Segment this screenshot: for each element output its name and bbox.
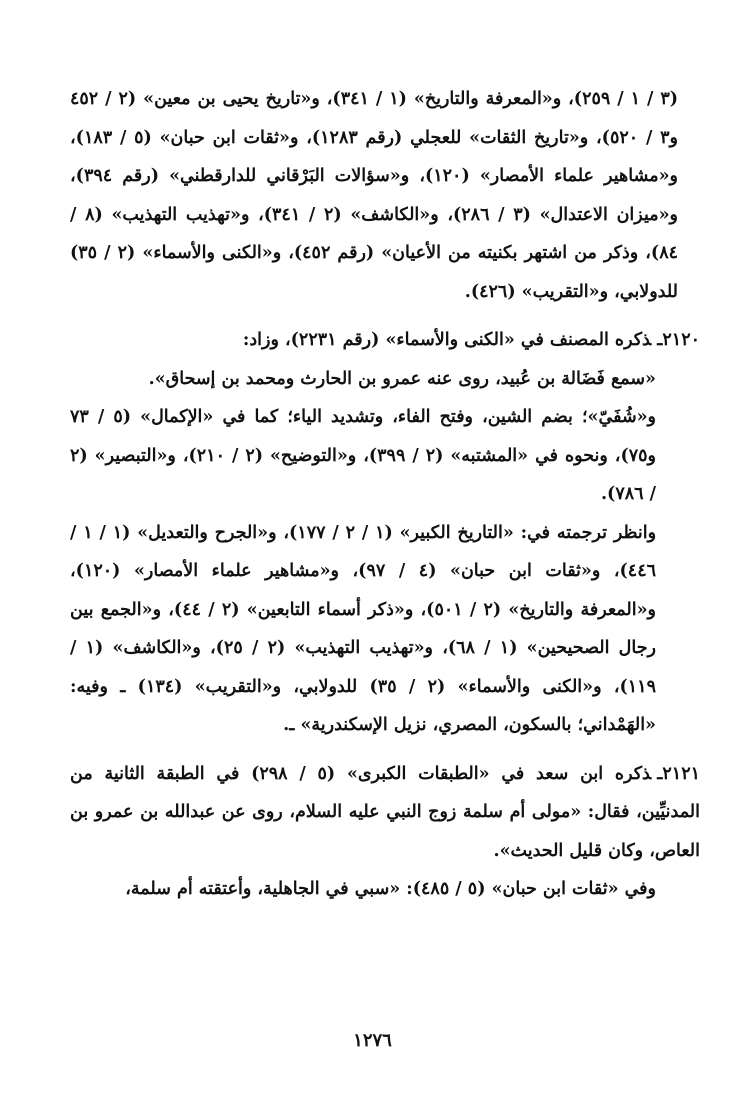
- entry-2120-paragraph-2: و«شُفَيّ»؛ بضم الشين، وفتح الفاء، وتشديد الياء؛ كما في «الإكمال» (٥ / ٧٣ و٧٥)، ونحوه في «المشتبه» (٢ / ٣٩٩)، و«التوضيح» (٢ / ٢١٠)، و«التبصير» (٢ / ٧٨٦).: [70, 407, 656, 504]
- entry-2121-head-text: ذكره ابن سعد في «الطبقات الكبرى» (٥ / ٢٩٨) في الطبقة الثانية من المدنيِّين، فقال: «مولى أم سلمة زوج النبي عليه السلام، روى عن عبدالله بن عمرو بن العاص، وكان قليل الحديث».: [70, 763, 700, 861]
- entry-2120-paragraph-3: وانظر ترجمته في: «التاريخ الكبير» (١ / ٢ / ١٧٧)، و«الجرح والتعديل» (١ / ١ / ٤٤٦)، و«ثقات ابن حبان» (٤ / ٩٧)، و«مشاهير علماء الأمصار» (١٢٠)، و«المعرفة والتاريخ» (٢ / ٥٠١)، و«ذكر أسماء التابعين» (٢ / ٤٤)، و«الجمع بين رجال الصحيحين» (١ / ٦٨)، و«تهذيب التهذيب» (٢ / ٢٥)، و«الكاشف» (١ / ١١٩)، و«الكنى والأسماء» (٢ / ٣٥) للدولابي، و«التقريب» (١٣٤) ـ وفيه: «الهَمْداني؛ بالسكون، المصري، نزيل الإسكندرية» ـ.: [70, 522, 657, 735]
- entry-2120-number: ٢١٢٠ـ: [657, 330, 700, 350]
- continuation-paragraph: (٣ / ١ / ٢٥٩)، و«المعرفة والتاريخ» (١ / ٣٤١)، و«تاريخ يحيى بن معين» (٢ / ٤٥٢ و٣ / ٥٢٠)، و«تاريخ الثقات» للعجلي (رقم ١٢٨٣)، و«ثقات ابن حبان» (٥ / ١٨٣)، و«مشاهير علماء الأمصار» (١٢٠)، و«سؤالات البَرْقاني للدارقطني» (رقم ٣٩٤)، و«ميزان الاعتدال» (٣ / ٢٨٦)، و«الكاشف» (٢ / ٣٤١)، و«تهذيب التهذيب» (٨ / ٨٤)، وذكر من اشتهر بكنيته من الأعيان» (رقم ٤٥٢)، و«الكنى والأسماء» (٢ / ٣٥) للدولابي، و«التقريب» (٤٢٦).: [70, 89, 679, 302]
- entry-2121: [70, 755, 700, 909]
- entry-2120-paragraph-1: «سمع فَضَالة بن عُبيد، روى عنه عمرو بن الحارث ومحمد بن إسحاق».: [148, 368, 656, 389]
- entry-2121-number: ٢١٢١ـ: [657, 763, 700, 784]
- entry-2120: [70, 321, 700, 745]
- page-number: ١٢٧٦: [353, 1030, 392, 1051]
- entry-2121-head: [70, 755, 700, 871]
- document-page: [70, 80, 700, 909]
- entry-2120-head: [70, 321, 700, 360]
- entry-2120-head-text: ذكره المصنف في «الكنى والأسماء» (رقم ٢٢٣١)، وزاد:: [242, 330, 652, 350]
- entry-2121-paragraph-1: وفي «ثقات ابن حبان» (٥ / ٤٨٥): «سبي في الجاهلية، وأعتقته أم سلمة،: [125, 879, 656, 899]
